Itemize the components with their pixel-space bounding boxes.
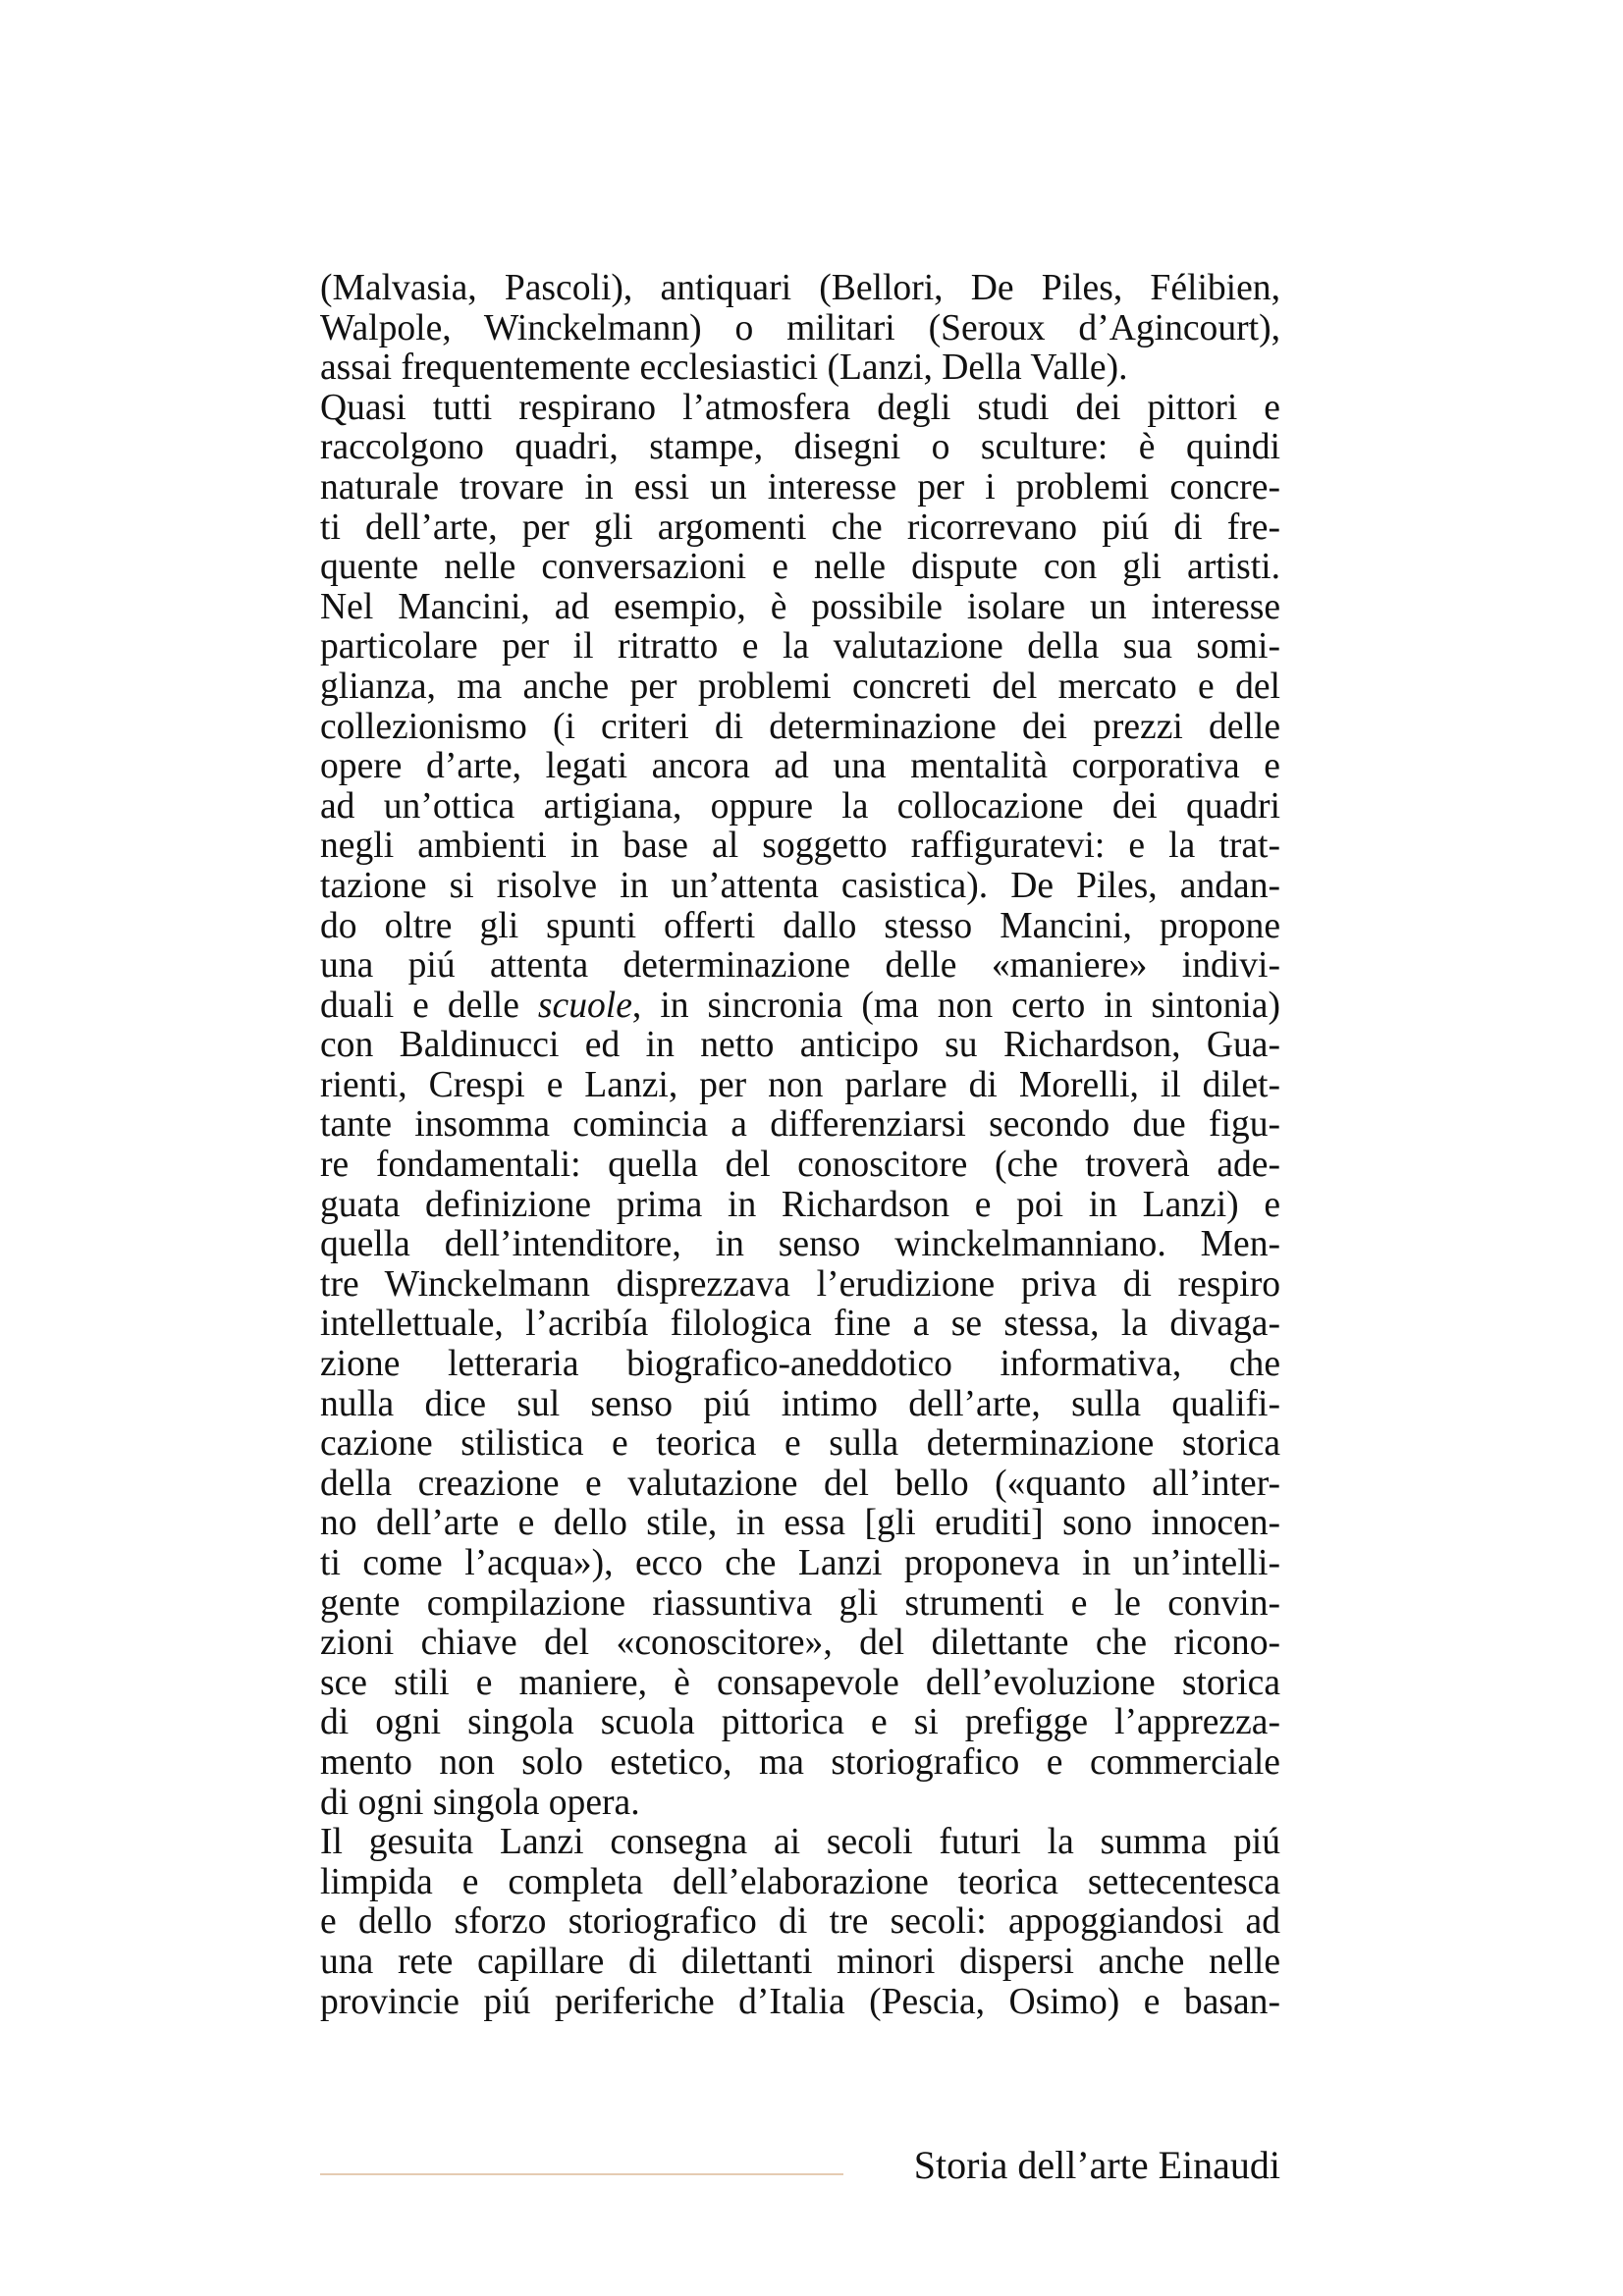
text-line: assai frequentemente ecclesiastici (Lanzi, Della Valle). (320, 347, 1128, 389)
text-line: una piú attenta determinazione delle «maniere» indivi- (320, 945, 1280, 987)
text-line: opere d’arte, legati ancora ad una mentalità corporativa e (320, 746, 1280, 787)
text-line: di ogni singola scuola pittorica e si prefigge l’apprezza- (320, 1702, 1280, 1743)
text-line: tre Winckelmann disprezzava l’erudizione priva di respiro (320, 1263, 1280, 1305)
text-line: quella dell’intenditore, in senso winckelmanniano. Men- (320, 1224, 1280, 1265)
text-line: tazione si risolve in un’attenta casistica). De Piles, andan- (320, 865, 1280, 906)
text-line: glianza, ma anche per problemi concreti del mercato e del (320, 666, 1280, 707)
text-segment: , in sincronia (ma non certo in sintonia) (631, 985, 1280, 1026)
text-line: naturale trovare in essi un interesse per i problemi concre- (320, 466, 1280, 507)
text-line: collezionismo (i criteri di determinazione dei prezzi delle (320, 706, 1280, 747)
text-line: negli ambienti in base al soggetto raffiguratevi: e la trat- (320, 826, 1280, 867)
text-line: Quasi tutti respirano l’atmosfera degli studi dei pittori e (320, 387, 1280, 428)
text-line: ti come l’acqua»), ecco che Lanzi proponeva in un’intelli- (320, 1543, 1280, 1583)
text-line: no dell’arte e dello stile, in essa [gli eruditi] sono innocen- (320, 1503, 1280, 1544)
text-line: do oltre gli spunti offerti dallo stesso Mancini, propone (320, 905, 1280, 946)
text-line: raccolgono quadri, stampe, disegni o sculture: è quindi (320, 427, 1280, 468)
body-text (320, 269, 1280, 2022)
text-line: ad un’ottica artigiana, oppure la collocazione dei quadri (320, 785, 1280, 827)
footer-divider (320, 2173, 843, 2175)
text-line: ti dell’arte, per gli argomenti che ricorrevano piú di fre- (320, 507, 1280, 548)
text-line: Il gesuita Lanzi consegna ai secoli futuri la summa piú (320, 1822, 1280, 1863)
text-line: una rete capillare di dilettanti minori dispersi anche nelle (320, 1941, 1280, 1982)
text-line: (Malvasia, Pascoli), antiquari (Bellori, De Piles, Félibien, (320, 268, 1280, 308)
footer-publication-title: Storia dell’arte Einaudi (913, 2143, 1280, 2187)
text-line: rienti, Crespi e Lanzi, per non parlare di Morelli, il dilet- (320, 1064, 1280, 1105)
text-line: zione letteraria biografico-aneddotico informativa, che (320, 1344, 1280, 1385)
text-line: guata definizione prima in Richardson e poi in Lanzi) e (320, 1184, 1280, 1225)
text-line: provincie piú periferiche d’Italia (Pescia, Osimo) e basan- (320, 1981, 1280, 2022)
text-line-with-italic (320, 987, 1280, 1027)
text-line: sce stili e maniere, è consapevole dell’evoluzione storica (320, 1662, 1280, 1703)
text-line: della creazione e valutazione del bello («quanto all’inter- (320, 1463, 1280, 1504)
text-line: re fondamentali: quella del conoscitore (che troverà ade- (320, 1145, 1280, 1186)
text-line: nulla dice sul senso piú intimo dell’arte, sulla qualifi- (320, 1383, 1280, 1424)
text-line: tante insomma comincia a differenziarsi secondo due figu- (320, 1104, 1280, 1146)
text-line: limpida e completa dell’elaborazione teorica settecentesca (320, 1861, 1280, 1902)
text-line: gente compilazione riassuntiva gli strumenti e le convin- (320, 1582, 1280, 1624)
text-segment: duali e delle (320, 985, 538, 1026)
text-line: zioni chiave del «conoscitore», del dilettante che ricono- (320, 1623, 1280, 1664)
text-line: quente nelle conversazioni e nelle dispute con gli artisti. (320, 547, 1280, 588)
text-line: di ogni singola opera. (320, 1782, 640, 1823)
text-line: Nel Mancini, ad esempio, è possibile isolare un interesse (320, 586, 1280, 627)
text-line: e dello sforzo storiografico di tre secoli: appoggiandosi ad (320, 1901, 1280, 1943)
text-line: cazione stilistica e teorica e sulla determinazione storica (320, 1423, 1280, 1465)
italic-term: scuole (537, 985, 632, 1026)
text-line: intellettuale, l’acribía filologica fine a se stessa, la divaga- (320, 1304, 1280, 1345)
text-line: particolare per il ritratto e la valutazione della sua somi- (320, 626, 1280, 667)
text-line: con Baldinucci ed in netto anticipo su Richardson, Gua- (320, 1025, 1280, 1066)
text-line: mento non solo estetico, ma storiografico e commerciale (320, 1741, 1280, 1783)
text-line: Walpole, Winckelmann) o militari (Seroux d’Agincourt), (320, 307, 1280, 348)
